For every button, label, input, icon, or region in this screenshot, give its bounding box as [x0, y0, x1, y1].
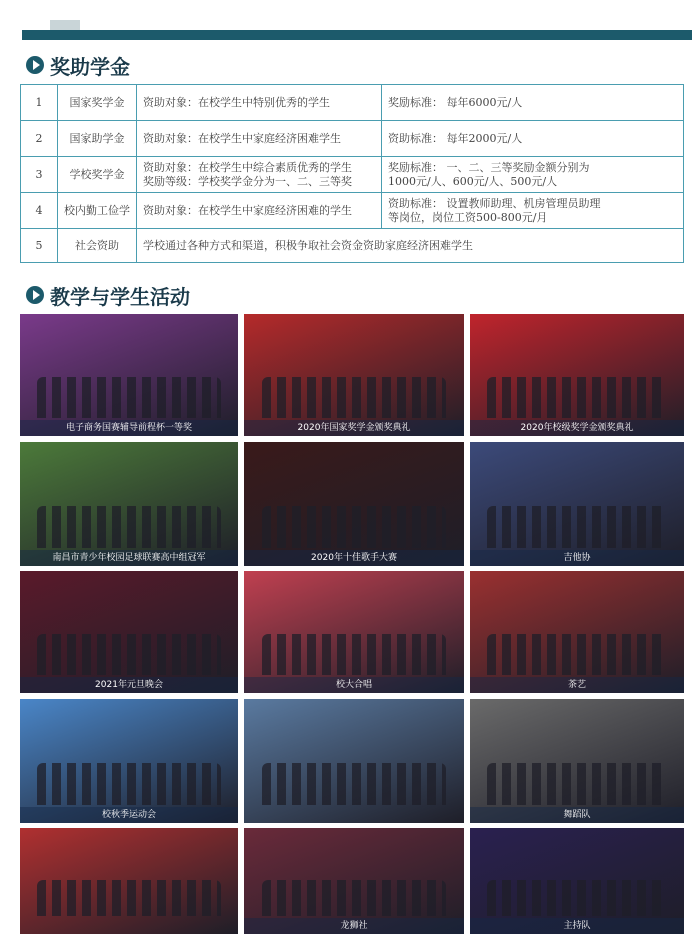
photo-caption: 2020年十佳歌手大赛: [244, 550, 464, 566]
table-cell: 奖励标准： 一、二、三等奖励金额分别为 1000元/人、600元/人、500元/人: [382, 157, 684, 193]
table-cell: 4: [21, 193, 58, 229]
photo-figures: [487, 634, 667, 675]
table-row: [21, 121, 684, 157]
section-title: 奖助学金: [50, 54, 130, 79]
table-cell: 社会资助: [58, 229, 137, 263]
table-row: [21, 85, 684, 121]
photo-figures: [37, 880, 220, 916]
photo-figures: [262, 763, 447, 805]
photo-figures: [262, 880, 447, 916]
table-cell: 1: [21, 85, 58, 121]
photo-figures: [487, 763, 667, 805]
activity-photo: [20, 442, 238, 566]
activity-photo-grid: [20, 314, 684, 934]
activity-photo: [20, 699, 238, 823]
photo-figures: [37, 377, 220, 418]
activity-photo: [470, 699, 684, 823]
table-row: [21, 193, 684, 229]
table-cell: 资助标准： 每年2000元/人: [382, 121, 684, 157]
table-row: [21, 157, 684, 193]
play-bullet-icon: [26, 56, 44, 74]
activity-photo: [244, 314, 464, 436]
activity-photo: [244, 442, 464, 566]
photo-figures: [487, 506, 667, 548]
activity-photo: [470, 828, 684, 934]
table-cell: 资助标准： 设置教师助理、机房管理员助理 等岗位，岗位工资500-800元/月: [382, 193, 684, 229]
activity-photo: [244, 699, 464, 823]
table-row: [21, 229, 684, 263]
activity-photo: [470, 314, 684, 436]
photo-figures: [37, 763, 220, 805]
photo-caption: 主持队: [470, 918, 684, 934]
activity-photo: [20, 571, 238, 693]
photo-caption: 电子商务国赛辅导前程杯一等奖: [20, 420, 238, 436]
activity-photo: [20, 314, 238, 436]
table-cell: 学校奖学金: [58, 157, 137, 193]
photo-caption: 校秋季运动会: [20, 807, 238, 823]
section-heading-activities: [26, 282, 190, 308]
activity-photo: [244, 571, 464, 693]
table-cell: 国家助学金: [58, 121, 137, 157]
photo-caption: 吉他协: [470, 550, 684, 566]
photo-figures: [262, 377, 447, 418]
photo-caption: 2020年国家奖学金颁奖典礼: [244, 420, 464, 436]
play-bullet-icon: [26, 286, 44, 304]
table-cell: 奖励标准： 每年6000元/人: [382, 85, 684, 121]
section-title: 教学与学生活动: [50, 284, 190, 309]
photo-caption: 茶艺: [470, 677, 684, 693]
table-cell: 学校通过各种方式和渠道，积极争取社会资金资助家庭经济困难学生: [137, 229, 684, 263]
table-cell: 国家奖学金: [58, 85, 137, 121]
scholarship-table: [20, 84, 684, 263]
photo-caption: 2020年校级奖学金颁奖典礼: [470, 420, 684, 436]
activity-photo: [470, 442, 684, 566]
table-cell: 资助对象：在校学生中综合素质优秀的学生 奖励等级：学校奖学金分为一、二、三等奖: [137, 157, 382, 193]
table-cell: 校内勤工俭学: [58, 193, 137, 229]
photo-caption: 龙狮社: [244, 918, 464, 934]
table-cell: 资助对象：在校学生中家庭经济困难的学生: [137, 193, 382, 229]
photo-figures: [487, 880, 667, 916]
photo-caption: 校大合唱: [244, 677, 464, 693]
table-cell: 3: [21, 157, 58, 193]
photo-caption: 南昌市青少年校园足球联赛高中组冠军: [20, 550, 238, 566]
table-cell: 5: [21, 229, 58, 263]
photo-figures: [37, 634, 220, 675]
table-cell: 资助对象：在校学生中特别优秀的学生: [137, 85, 382, 121]
activity-photo: [470, 571, 684, 693]
activity-photo: [20, 828, 238, 934]
photo-figures: [487, 377, 667, 418]
photo-figures: [37, 506, 220, 548]
header-bar: [22, 30, 692, 40]
photo-caption: 舞蹈队: [470, 807, 684, 823]
photo-figures: [262, 506, 447, 548]
photo-caption: 2021年元旦晚会: [20, 677, 238, 693]
table-cell: 2: [21, 121, 58, 157]
activity-photo: [244, 828, 464, 934]
table-cell: 资助对象：在校学生中家庭经济困难学生: [137, 121, 382, 157]
photo-figures: [262, 634, 447, 675]
section-heading-scholarship: [26, 52, 130, 78]
